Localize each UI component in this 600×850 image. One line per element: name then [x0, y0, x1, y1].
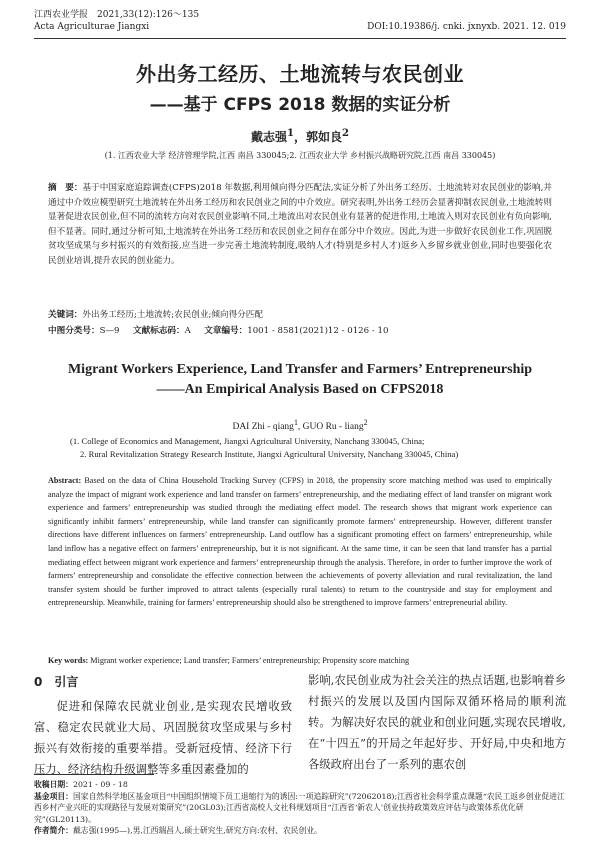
received-date: 2021 - 09 - 18: [72, 780, 128, 789]
journal-cn: 江西农业学报 2021,33(12):126～135: [34, 10, 200, 20]
en-author-2: GUO Ru - liang: [302, 422, 364, 433]
doc-code-value: A: [184, 326, 191, 336]
en-keywords-label: Key words:: [48, 656, 89, 665]
en-affiliations: [70, 435, 560, 461]
en-abstract: [48, 474, 552, 610]
journal-info: [34, 9, 199, 33]
cn-author-1-sup: 1: [287, 128, 294, 139]
body-right-column: [308, 670, 566, 775]
en-title-block: [34, 360, 566, 400]
article-no-value: 1001 - 8581(2021)12 - 0126 - 10: [247, 326, 389, 336]
journal-en: Acta Agriculturae Jiangxi: [34, 22, 150, 32]
en-subtitle: ——An Empirical Analysis Based on CFPS2018: [156, 382, 444, 397]
section-heading: 0 引言: [34, 675, 79, 689]
cn-affiliations: (1. 江西农业大学 经济管理学院,江西 南昌 330045;2. 江西农业大学 乡村振兴战略研究院,江西 南昌 330045): [104, 151, 496, 160]
cn-author-2-sup: 2: [342, 128, 349, 139]
cn-author-2: 郭如良: [306, 130, 343, 144]
body-left-column: [34, 670, 292, 780]
cn-abstract-text: 基于中国家庭追踪调查(CFPS)2018 年数据,利用倾向得分匹配法,实证分析了外出务工经历、土地流转对农民创业的影响,并通过中介效应模型研究土地流转在外出务工经历和农民创业之间的中介效应。研究表明,外出务工经历会显著抑制农民创业,土地流转则显著促进农民创业,但不同的流转方向对农民创业影响不同,土地流出对农民创业有显著的促进作用,土地流入则对农民创业有负向影响,但不显著。同时,通过分析可知,土地流转在外出务工经历和农民创业之间存在部分中介效应。因此,为进一步做好农民创业工作,巩固脱贫攻坚成果与乡村振兴的有效衔接,应当进一步完善土地流转制度,吸纳人才(特别是乡村人才)返乡入乡留乡就业创业,同时也要强化农民创业培训,提升农民的创业能力。: [48, 183, 552, 266]
footnote: [34, 779, 566, 837]
received-line: [34, 779, 566, 791]
en-author-sep: ,: [297, 422, 303, 433]
fund-label: 基金项目：: [34, 791, 73, 801]
cn-authors: [34, 128, 566, 145]
author-bio-text: 戴志强(1995—),男,江西瑞昌人,硕士研究生,研究方向:农村、农民创业。: [72, 826, 322, 836]
doc-code-label: 文献标志码：: [133, 326, 185, 336]
cn-author-sep: ，: [293, 130, 306, 144]
cn-classification: [48, 324, 552, 339]
en-title: Migrant Workers Experience, Land Transfer and Farmers’ Entrepreneurship: [67, 362, 533, 377]
body-right-text: 影响,农民创业成为社会关注的热点话题,也影响着乡村振兴的发展以及国内国际双循环格局的顺利流转。为解决好农民的就业和创业问题,实现农民增收,在“十四五”的开局之年起好步、开好局,中央和地方各级政府出台了一系列的惠农创: [308, 674, 566, 771]
cn-keywords-label: 关键词：: [48, 310, 83, 320]
en-affil-1: (1. College of Economics and Management, Jiangxi Agricultural University, Nanchang 330045, China;: [70, 436, 425, 446]
en-abstract-label: Abstract:: [48, 476, 82, 485]
en-authors: [34, 418, 566, 432]
fund-text: 国家自然科学地区基金项目“中国组织情境下员工退缩行为的诱因:一项追踪研究”(72062018);江西省社会科学重点课题“农民工返乡创业促进江西乡村产业兴旺的实现路径与发展对策研究”(20GL03);江西省高校人文社科规划项目“江西省‘新农人’创业扶持政策效应评估与政策体系优化研究”(GL20113)。: [34, 791, 565, 824]
class-value: S—9: [99, 326, 120, 336]
en-author-2-sup: 2: [363, 418, 368, 427]
en-abstract-text: Based on the data of China Household Tracking Survey (CFPS) in 2018, the propensity score matching method was used to empirically analyze the impact of migrant work experience and land transfer on farmers’ entrepreneurship, and the mediating effect of land transfer on migrant work experience and farmers’ entrepreneurship was studied through the mediating effect model. The research shows that migrant work experience can significantly inhibit farmers’ entrepreneurship, while land transfer can significantly promote farmers’ entrepreneurship. However, different transfer directions have different influences on farmers’ entrepreneurship. Land outflow has a significant promoting effect on farmers’ entrepreneurship, while land inflow has a negative effect on farmers’ entrepreneurship, but it is not significant. At the same time, it can be seen that land transfer has a partial mediating effect between migrant work experience and farmers’ entrepreneurship through the analysis. Therefore, in order to further improve the work of farmers’ entrepreneurship and consolidate the effective connection between the achievements of poverty alleviation and rural revitalization, the land transfer system should be further improved to attract talents (especially rural talents) to return to the countryside and stay for employment and entrepreneurship. Meanwhile, training for farmers’ entrepreneurship should also be strengthened to improve farmers’ entrepreneurial ability.: [48, 476, 552, 608]
cn-keywords: [48, 308, 552, 323]
author-bio-line: [34, 825, 566, 837]
cn-subtitle: ——基于 CFPS 2018 数据的实证分析: [149, 95, 451, 115]
en-keywords-text: Migrant worker experience; Land transfer; Farmers’ entrepreneurship; Propensity score matching: [90, 656, 410, 665]
article-no-label: 文章编号：: [204, 326, 248, 336]
en-author-1-sup: 1: [293, 418, 298, 427]
en-author-1: DAI Zhi - qiang: [232, 422, 294, 433]
header-rule: [34, 38, 566, 39]
cn-title: 外出务工经历、土地流转与农民创业: [136, 62, 464, 86]
class-label: 中图分类号：: [48, 326, 100, 336]
footnote-rule: [34, 774, 154, 775]
body-left-text: 促进和保障农民就业创业,是实现农民增收致富、稳定农民就业大局、巩固脱贫攻坚成果与乡村振兴有效衔接的重要举措。受新冠疫情、经济下行压力、经济结构升级调整等多重因素叠加的: [34, 700, 292, 776]
cn-abstract: [48, 181, 552, 268]
received-label: 收稿日期：: [34, 780, 73, 789]
en-keywords: [48, 654, 552, 669]
cn-abstract-label: 摘 要：: [48, 183, 83, 193]
running-header: [34, 9, 566, 39]
doi: DOI:10.19386/j. cnki. jxnyxb. 2021. 12. 019: [367, 22, 566, 32]
fund-line: [34, 791, 566, 826]
author-bio-label: 作者简介：: [34, 826, 73, 836]
cn-keywords-text: 外出务工经历;土地流转;农民创业;倾向得分匹配: [82, 310, 263, 320]
en-affil-2: 2. Rural Revitalization Strategy Research Institute, Jiangxi Agricultural University, Nanchang 330045, China): [80, 449, 459, 459]
cn-author-1: 戴志强: [251, 130, 288, 144]
